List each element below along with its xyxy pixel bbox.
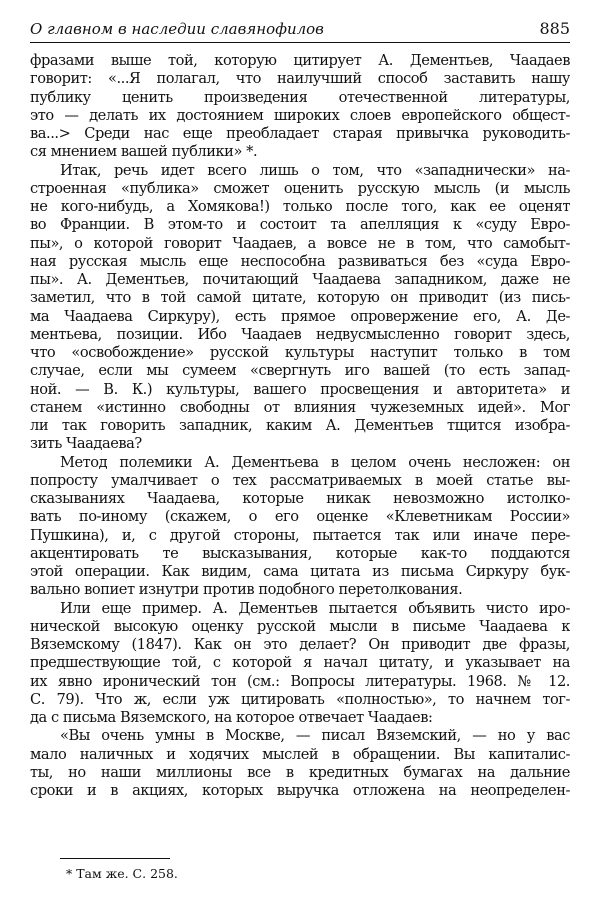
- text-line: Итак, речь идет всего лишь о том, что «западнически» на-: [60, 161, 570, 179]
- text-line: Метод полемики А. Дементьева в целом очень несложен: он: [60, 453, 570, 471]
- text-line: это — делать их достоянием широких слоев европейского общест-: [30, 106, 570, 124]
- text-line: Или еще пример. А. Дементьев пытается объявить чисто иро-: [60, 599, 570, 617]
- text-line: вально вопиет изнутри против подобного перетолкования.: [30, 581, 463, 599]
- text-line: фразами выше той, которую цитирует А. Дементьев, Чаадаев: [30, 52, 570, 69]
- text-line: предшествующие той, с которой я начал цитату, и указывает на: [30, 654, 570, 672]
- text-line: строенная «публика» сможет оценить русскую мысль (и мысль: [30, 179, 570, 197]
- text-line: нической высокую оценку русской мысли в письме Чаадаева к: [30, 617, 570, 635]
- text-line: попросту умалчивает о тех рассматриваемых в моей статье вы-: [30, 471, 570, 489]
- text-line: ной. — В. К.) культуры, вашего просвещения и авторитета» и: [30, 380, 570, 398]
- text-line: ли так говорить западник, каким А. Дементьев тщится изобра-: [30, 417, 570, 434]
- text-line: акцентировать те высказывания, которые как-то поддаются: [30, 544, 570, 562]
- text-line: ма Чаадаева Сиркуру), есть прямое опровержение его, А. Де-: [30, 307, 570, 325]
- footnote: * Там же. С. 258.: [66, 866, 178, 881]
- text-line: ся мнением вашей публики» *.: [30, 143, 258, 161]
- text-line: заметил, что в той самой цитате, которую он приводит (из пись-: [30, 289, 570, 307]
- footnote-divider: [60, 858, 170, 859]
- text-line: пы». А. Дементьев, почитающий Чаадаева западником, даже не: [30, 271, 570, 288]
- text-line: да с письма Вяземского, на которое отвечает Чаадаев:: [30, 709, 433, 726]
- text-line: вать по-иному (скажем, о его оценке «Клеветникам России»: [30, 508, 570, 526]
- running-header: [30, 10, 570, 43]
- body-text: [30, 52, 570, 800]
- text-line: станем «истинно свободны от влияния чужеземных идей». Мог: [30, 398, 570, 416]
- text-line: сроки и в акциях, которых выручка отложена на неопределен-: [30, 782, 570, 799]
- text-line: С. 79). Что ж, если уж цитировать «полностью», то начнем тог-: [30, 690, 570, 708]
- text-line: не кого-нибудь, а Хомякова!) только после того, как ее оценят: [30, 198, 570, 215]
- text-line: Пушкина), и, с другой стороны, пытается так или иначе пере-: [30, 526, 570, 544]
- page-number: 885: [539, 19, 570, 38]
- text-line: «Вы очень умны в Москве, — писал Вяземский, — но у вас: [60, 727, 570, 745]
- text-line: ты, но наши миллионы все в кредитных бумагах на дальние: [30, 763, 570, 781]
- text-line: этой операции. Как видим, сама цитата из письма Сиркуру бук-: [30, 563, 570, 580]
- text-line: во Франции. В этом-то и состоит та апелляция к «суду Евро-: [30, 216, 570, 234]
- text-line: случае, если мы сумеем «свергнуть иго вашей (то есть запад-: [30, 362, 570, 380]
- text-line: Вяземскому (1847). Как он это делает? Он приводит две фразы,: [30, 636, 570, 653]
- text-line: мало наличных и ходячих мыслей в обращении. Вы капиталис-: [30, 745, 570, 763]
- text-line: ная русская мысль еще неспособна развиваться без «суда Евро-: [30, 252, 570, 270]
- text-line: зить Чаадаева?: [30, 435, 142, 453]
- running-title: О главном в наследии славянофилов: [30, 20, 324, 38]
- text-line: говорит: «...Я полагал, что наилучший способ заставить нашу: [30, 70, 570, 88]
- text-line: публику ценить произведения отечественной литературы,: [30, 88, 570, 106]
- text-line: пы», о которой говорит Чаадаев, а вовсе не в том, что самобыт-: [30, 234, 570, 252]
- text-line: сказываниях Чаадаева, которые никак невозможно истолко-: [30, 490, 570, 507]
- text-line: что «освобождение» русской культуры наступит только в том: [30, 344, 570, 361]
- text-line: их явно иронический тон (см.: Вопросы литературы. 1968. № 12.: [30, 672, 570, 690]
- text-line: ментьева, позиции. Ибо Чаадаев недвусмысленно говорит здесь,: [30, 325, 570, 343]
- text-line: ва...> Среди нас еще преобладает старая привычка руководить-: [30, 125, 570, 142]
